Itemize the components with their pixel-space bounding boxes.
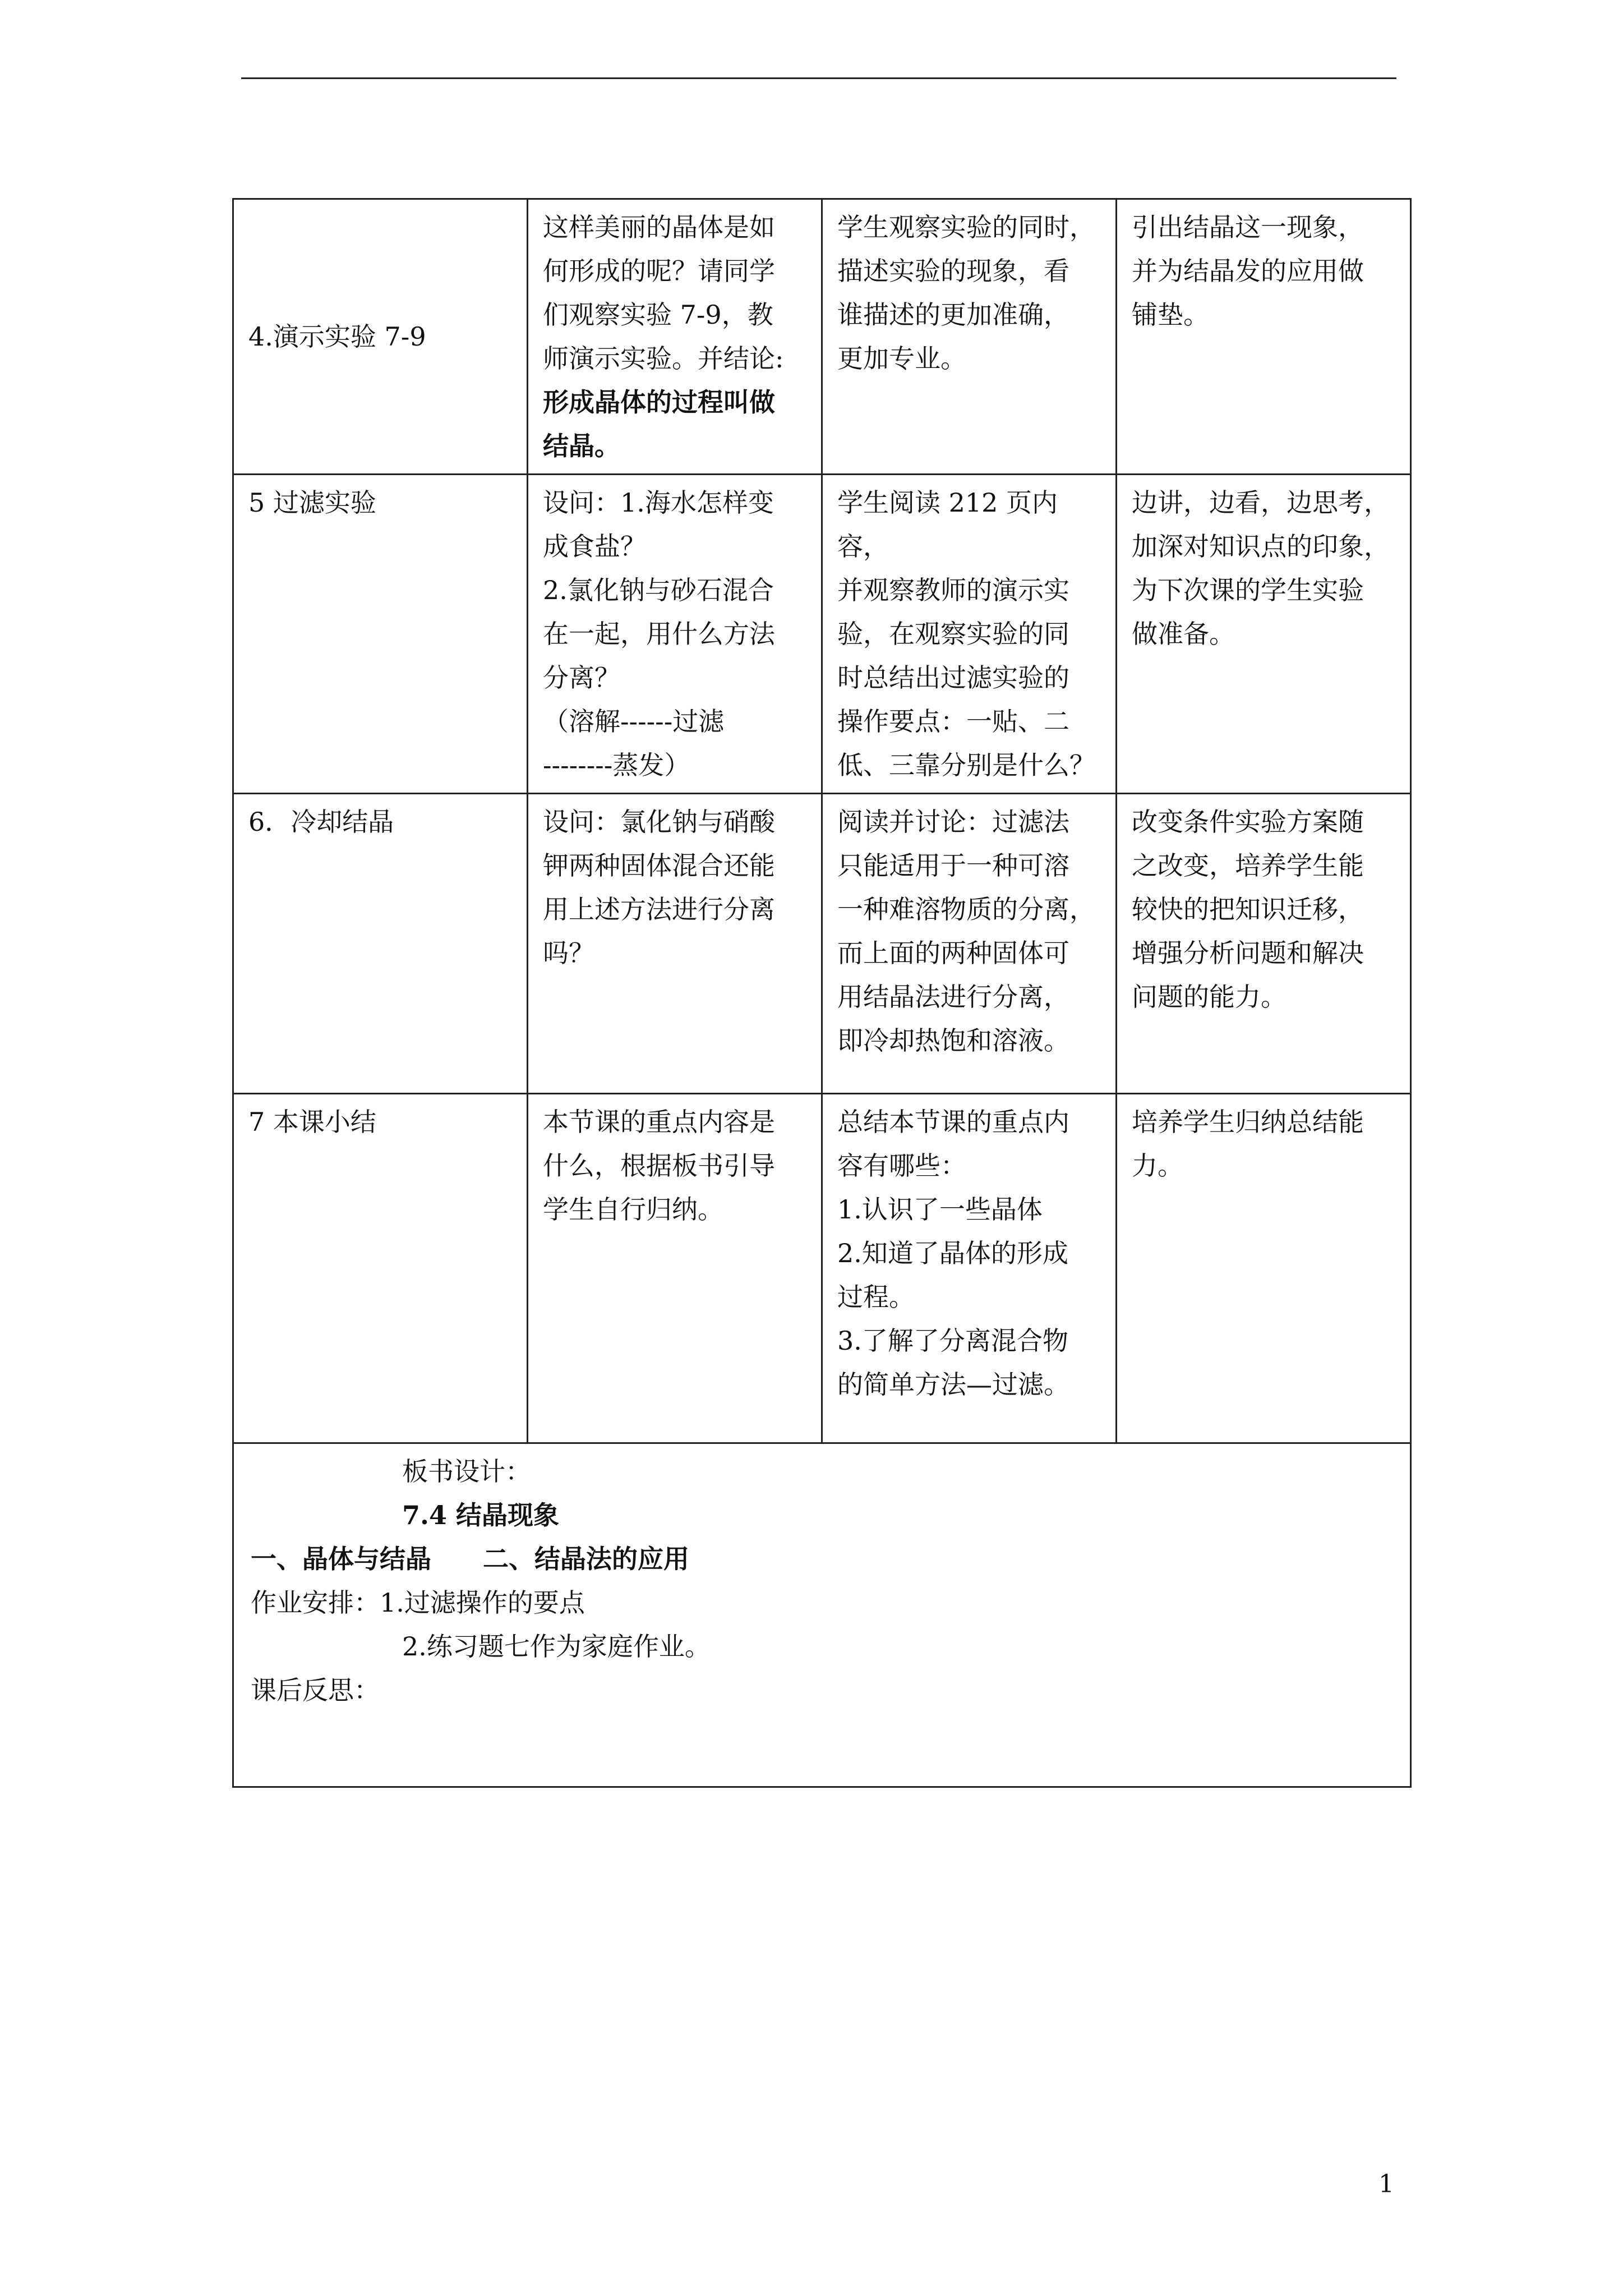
step-cell: 7 本课小结 — [233, 1094, 528, 1443]
design-intent-cell: 边讲，边看，边思考， 加深对知识点的印象， 为下次课的学生实验 做准备。 — [1117, 475, 1411, 794]
board-design-title: 7.4 结晶现象 — [402, 1500, 560, 1530]
table-row — [233, 1443, 1411, 1787]
teacher-activity-cell: 本节课的重点内容是 什么，根据板书引导 学生自行归纳。 — [528, 1094, 822, 1443]
design-intent-cell: 引出结晶这一现象， 并为结晶发的应用做 铺垫。 — [1117, 199, 1411, 475]
step-cell: 5 过滤实验 — [233, 475, 528, 794]
step-cell: 4.演示实验 7-9 — [233, 199, 528, 475]
student-activity-cell: 学生阅读 212 页内容， 并观察教师的演示实 验，在观察实验的同 时总结出过滤实验的 操作要点：一贴、二 低、三靠分别是什么？ — [822, 475, 1117, 794]
design-intent-cell: 改变条件实验方案随 之改变，培养学生能 较快的把知识迁移， 增强分析问题和解决 问题的能力。 — [1117, 794, 1411, 1094]
board-design-cell — [233, 1443, 1411, 1787]
teacher-activity-cell: 设问：氯化钠与硝酸 钾两种固体混合还能 用上述方法进行分离 吗？ — [528, 794, 822, 1094]
page-number: 1 — [1378, 2170, 1394, 2198]
student-activity-cell: 学生观察实验的同时， 描述实验的现象，看 谁描述的更加准确， 更加专业。 — [822, 199, 1117, 475]
step-cell: 6．冷却结晶 — [233, 794, 528, 1094]
homework-line-2: 2.练习题七作为家庭作业。 — [402, 1631, 711, 1662]
teacher-activity-cell: 设问：1.海水怎样变 成食盐？ 2.氯化钠与砂石混合 在一起，用什么方法 分离？ （溶解------过滤 --------蒸发） — [528, 475, 822, 794]
header-rule — [241, 77, 1396, 79]
board-design-label: 板书设计： — [402, 1456, 531, 1487]
teacher-activity-cell: 这样美丽的晶体是如 何形成的呢？请同学 们观察实验 7-9，教 师演示实验。并结论: 形成晶体的过程叫做 结晶。 — [528, 199, 822, 475]
table-row — [233, 199, 1411, 475]
lesson-plan-table — [232, 198, 1412, 1788]
design-intent-cell: 培养学生归纳总结能 力。 — [1117, 1094, 1411, 1443]
table-row — [233, 475, 1411, 794]
table-row — [233, 794, 1411, 1094]
reflection-label: 课后反思： — [251, 1675, 380, 1705]
homework-line-1: 作业安排：1.过滤操作的要点 — [251, 1588, 585, 1618]
student-activity-cell: 阅读并讨论：过滤法 只能适用于一种可溶 一种难溶物质的分离， 而上面的两种固体可 用结晶法进行分离， 即冷却热饱和溶液。 — [822, 794, 1117, 1094]
table-row — [233, 1094, 1411, 1443]
student-activity-cell: 总结本节课的重点内 容有哪些： 1.认识了一些晶体 2.知道了晶体的形成 过程。 3.了解了分离混合物 的简单方法—过滤。 — [822, 1094, 1117, 1443]
board-design-points: 一、晶体与结晶 二、结晶法的应用 — [251, 1544, 689, 1574]
